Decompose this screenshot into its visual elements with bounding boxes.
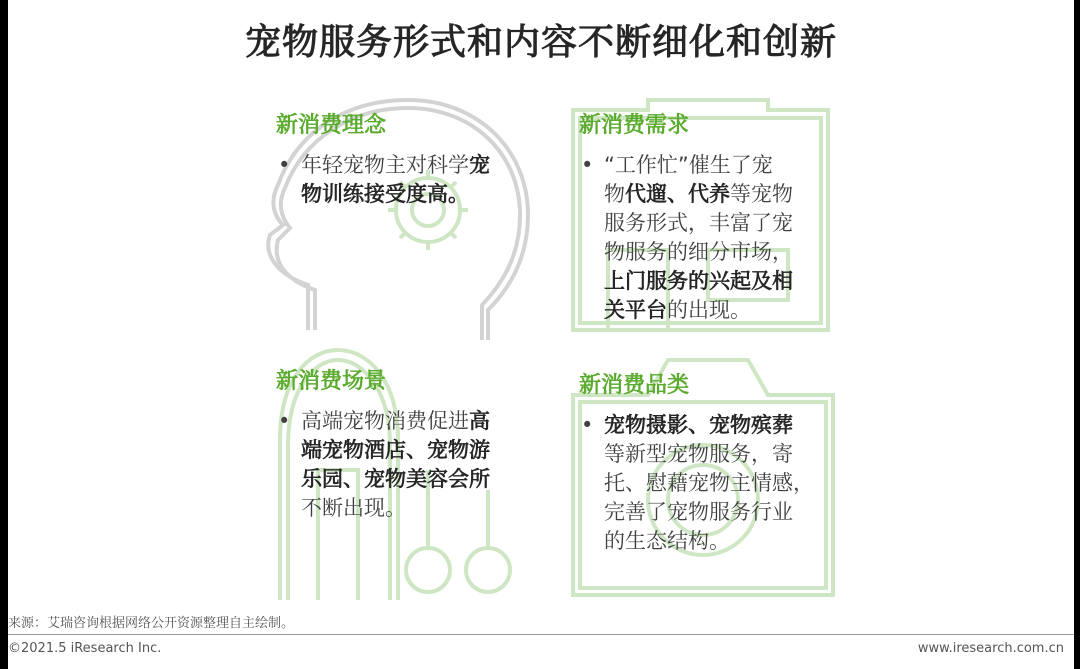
bullet-text (604, 411, 849, 556)
body-text: 物 (604, 182, 625, 206)
text-line (604, 440, 849, 469)
bullet-point (276, 407, 546, 523)
text-line (301, 151, 546, 180)
footer-divider (8, 634, 1074, 635)
section-new-consumption-demand (579, 108, 839, 325)
text-line (301, 436, 546, 465)
text-line (301, 494, 546, 523)
emphasis-text: 宠 (469, 153, 490, 177)
bullet-icon: • (278, 409, 291, 433)
body-text: 不断出现。 (301, 496, 406, 520)
copyright-text: ©2021.5 iResearch Inc. (8, 641, 162, 656)
text-line (604, 180, 839, 209)
body-text: 的生态结构。 (604, 529, 730, 553)
bullet-point (579, 151, 839, 325)
bullet-icon: • (581, 413, 594, 437)
text-line (301, 180, 546, 209)
section-new-consumption-category (579, 368, 849, 556)
bullet-icon: • (278, 153, 291, 177)
bullet-text (604, 151, 839, 325)
emphasis-text: 物训练接受度高。 (301, 182, 469, 206)
body-text: 托、慰藉宠物主情感， (604, 471, 814, 495)
section-heading: 新消费理念 (276, 113, 387, 138)
body-text: “工作忙”催生了宠 (604, 153, 773, 177)
emphasis-text: 高 (469, 409, 490, 433)
section-heading: 新消费品类 (579, 373, 690, 398)
bullet-icon: • (581, 153, 594, 177)
text-line (604, 411, 849, 440)
bullet-point (579, 411, 849, 556)
body-text: 高端宠物消费促进 (301, 409, 469, 433)
emphasis-text: 端宠物酒店、宠物游 (301, 438, 490, 462)
text-line (301, 465, 546, 494)
body-text: 等宠物 (730, 182, 793, 206)
background-outline-art (8, 0, 1074, 669)
page-title: 宠物服务形式和内容不断细化和创新 (244, 22, 837, 63)
text-line (604, 209, 839, 238)
text-line (604, 527, 849, 556)
emphasis-text: 乐园、宠物美容会所 (301, 467, 490, 491)
text-line (604, 238, 839, 267)
slide-page (8, 0, 1074, 669)
text-line (604, 151, 839, 180)
text-line (604, 267, 839, 296)
bullet-point (276, 151, 546, 209)
body-text: 服务形式，丰富了宠 (604, 211, 793, 235)
text-line (604, 296, 839, 325)
bullet-text (301, 151, 546, 209)
section-heading: 新消费场景 (276, 369, 387, 394)
source-note: 来源：艾瑞咨询根据网络公开资源整理自主绘制。 (8, 616, 295, 631)
section-new-consumption-scene (276, 364, 546, 523)
body-text: 年轻宠物主对科学 (301, 153, 469, 177)
emphasis-text: 代遛、代养 (625, 182, 730, 206)
section-heading: 新消费需求 (579, 113, 690, 138)
body-text: 完善了宠物服务行业 (604, 500, 793, 524)
bullet-text (301, 407, 546, 523)
emphasis-text: 上门服务的兴起及相 (604, 269, 793, 293)
body-text: 的出现。 (667, 298, 751, 322)
text-line (301, 407, 546, 436)
body-text: 等新型宠物服务，寄 (604, 442, 793, 466)
emphasis-text: 关平台 (604, 298, 667, 322)
text-line (604, 498, 849, 527)
section-new-consumption-concept (276, 108, 546, 209)
website-link[interactable]: www.iresearch.com.cn (917, 641, 1064, 656)
text-line (604, 469, 849, 498)
emphasis-text: 宠物摄影、宠物殡葬 (604, 413, 793, 437)
body-text: 物服务的细分市场， (604, 240, 793, 264)
